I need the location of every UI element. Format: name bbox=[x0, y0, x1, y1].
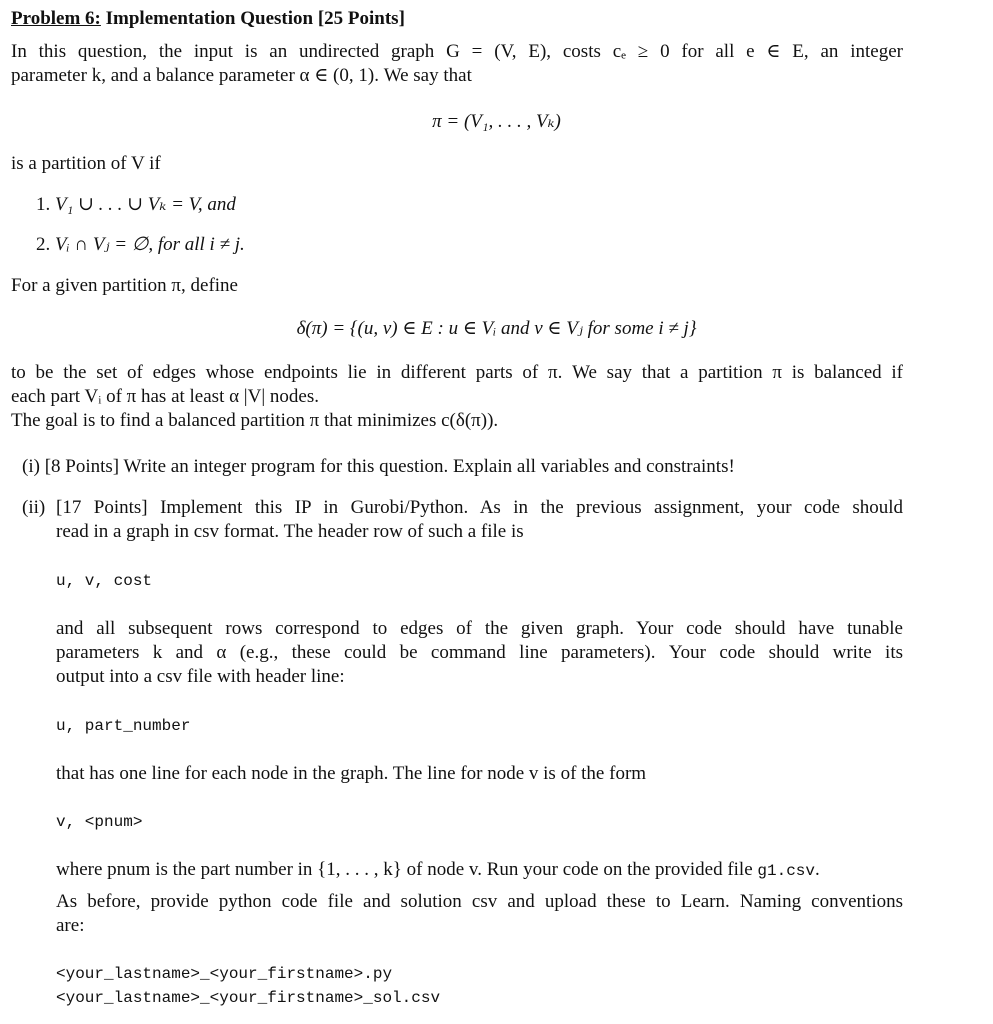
part-ii-line-3: and all subsequent rows correspond to edges of the given graph. Your code should have tunable bbox=[56, 618, 903, 639]
part-ii-line-6: that has one line for each node in the graph. The line for node v is of the form bbox=[56, 763, 647, 784]
part-ii-label: (ii) bbox=[22, 497, 46, 518]
condition-2-text: Vᵢ ∩ Vⱼ = ∅, for all i ≠ j. bbox=[55, 234, 245, 255]
partition-if-line: is a partition of V if bbox=[11, 153, 161, 174]
part-ii-line-4: parameters k and α (e.g., these could be command line parameters). Your code should write its bbox=[56, 642, 903, 663]
part-i bbox=[22, 456, 735, 478]
condition-1-number: 1. bbox=[36, 194, 51, 215]
part-ii-line-5: output into a csv file with header line: bbox=[56, 666, 345, 687]
condition-1-text: V₁ ∪ . . . ∪ Vₖ = V, and bbox=[55, 194, 236, 215]
part-ii-line-9: are: bbox=[56, 915, 85, 936]
part-i-text: [8 Points] Write an integer program for this question. Explain all variables and constraints! bbox=[44, 456, 735, 477]
condition-1 bbox=[36, 194, 236, 216]
part-i-label: (i) bbox=[22, 456, 40, 477]
csv-header-input: u, v, cost bbox=[56, 572, 153, 590]
input-file-name: g1.csv bbox=[757, 862, 815, 880]
balanced-line-2: each part Vᵢ of π has at least α |V| nodes. bbox=[11, 386, 319, 407]
part-ii-line-7-text: where pnum is the part number in {1, . . . , k} of node v. Run your code on the provided file bbox=[56, 859, 758, 880]
part-ii-line-7 bbox=[56, 859, 820, 882]
goal-line: The goal is to find a balanced partition π that minimizes c(δ(π)). bbox=[11, 410, 499, 431]
given-partition-line: For a given partition π, define bbox=[11, 275, 238, 296]
pi-definition: π = (V₁, . . . , Vₖ) bbox=[432, 111, 561, 132]
csv-file-convention: <your_lastname>_<your_firstname>_sol.csv bbox=[56, 989, 441, 1007]
part-ii-line-2: read in a graph in csv format. The header row of such a file is bbox=[56, 521, 524, 542]
problem-title bbox=[11, 8, 405, 30]
balanced-line-1: to be the set of edges whose endpoints lie in different parts of π. We say that a partition π is balanced if bbox=[11, 362, 903, 383]
problem-label: Problem 6: bbox=[11, 8, 101, 29]
delta-definition: δ(π) = {(u, v) ∈ E : u ∈ Vᵢ and v ∈ Vⱼ for some i ≠ j} bbox=[296, 318, 697, 339]
problem-heading: Implementation Question [25 Points] bbox=[100, 8, 405, 29]
csv-header-output: u, part_number bbox=[56, 717, 191, 735]
intro-line-2: parameter k, and a balance parameter α ∈ (0, 1). We say that bbox=[11, 65, 472, 86]
row-form: v, <pnum> bbox=[56, 813, 143, 831]
part-ii-line-7-end: . bbox=[815, 859, 820, 880]
part-ii-line-1: [17 Points] Implement this IP in Gurobi/Python. As in the previous assignment, your code should bbox=[56, 497, 903, 518]
condition-2 bbox=[36, 234, 245, 256]
intro-line-1: In this question, the input is an undirected graph G = (V, E), costs cₑ ≥ 0 for all e ∈ E, an integer bbox=[11, 41, 903, 62]
condition-2-number: 2. bbox=[36, 234, 51, 255]
part-ii-line-8: As before, provide python code file and solution csv and upload these to Learn. Naming conventions bbox=[56, 891, 903, 912]
python-file-convention: <your_lastname>_<your_firstname>.py bbox=[56, 965, 393, 983]
